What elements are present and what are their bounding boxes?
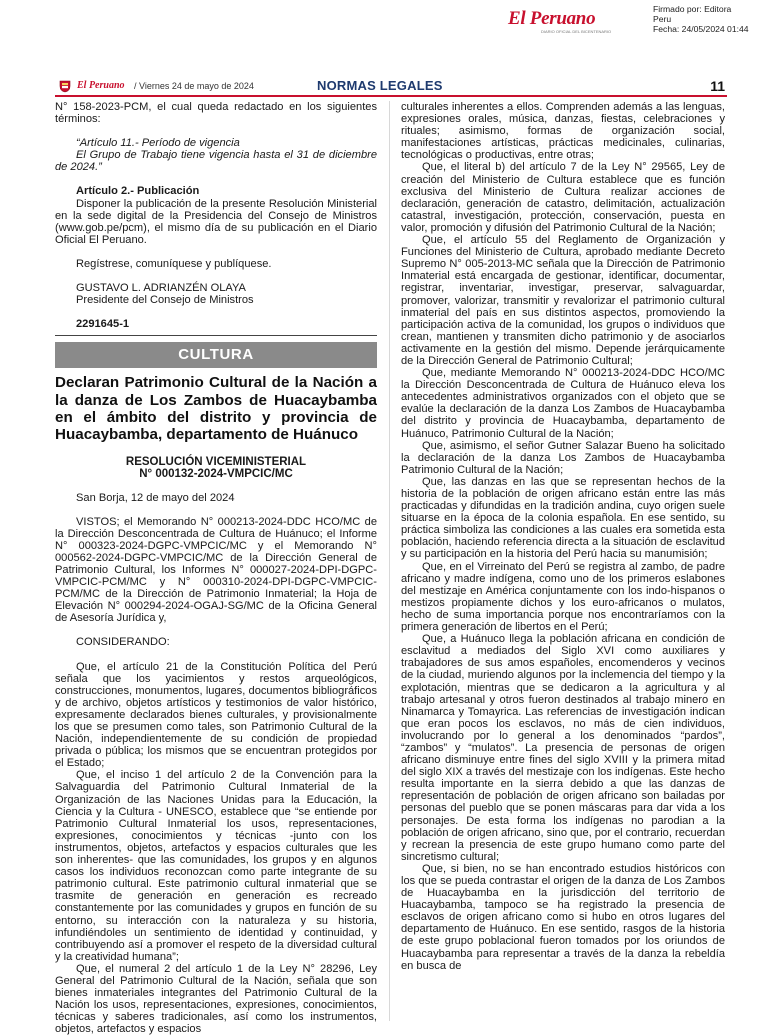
logo-tagline: DIARIO OFICIAL DEL BICENTENARIO: [541, 29, 612, 34]
digital-signature: [653, 4, 749, 34]
paragraph: Que, en el Virreinato del Perú se registra al zambo, de padre africano y madre indígena, como uno de los primeros eslabones del mestizaje en América conjuntamente con los indo-hispanos o mestizos propiamente dichos y los euro-africanos o mulatos, hecho de suma importancia porque nos encontraríamos con la primera generación de libertos en el Perú;: [401, 560, 725, 634]
left-column: [55, 101, 377, 1035]
header-paper-name: El Peruano: [77, 80, 125, 91]
paragraph: Que, asimismo, el señor Gutner Salazar Bueno ha solicitado la declaración de la danza Los Zambos de Huacaybamba Patrimonio Cultural de la Nación;: [401, 439, 725, 476]
paragraph: Que, a Huánuco llega la población africana en condición de esclavitud a mediados del Siglo XVI como auxiliares y trabajadores de sus amos españoles, encomenderos y vecinos de la ciudad, muriendo algunos por la inclemencia del tiempo y la explotación, mientras que se dedicaron a la agricultura y al trabajo artesanal y otros fueron destinados al trabajo minero en Ninamarca y Tomayrica. Las referencias de investigación indican que eran pocos los esclavos, no más de cien individuos, involucrando por lo general a los denominados “pardos”, “zambos” y “mulatos”. La presencia de personas de origen africano disminuye entre fines del siglo XVIII y la primera mitad del siglo XIX a través del mestizaje con los indígenas. Este hecho resulta importante en la sierra debido a que las danzas de representación de población de origen africano son bailadas por personas del pueblo que se ponen máscaras para dar vida a los personajes. De esta forma los indígenas no parodian a la población de origen africano, sino que, por el contrario, recuerdan y recrean la presencia de este grupo humano como parte del sincretismo cultural;: [401, 633, 725, 863]
signer-name: GUSTAVO L. ADRIANZÉN OLAYA: [76, 282, 246, 295]
paragraph: N° 158-2023-PCM, el cual queda redactado en los siguientes términos:: [55, 101, 377, 126]
signature-line: Fecha: 24/05/2024 01:44: [653, 24, 749, 34]
quoted-article-body: El Grupo de Trabajo tiene vigencia hasta el 31 de diciembre de 2024.”: [55, 149, 377, 174]
el-peruano-logo: El Peruano: [508, 8, 596, 29]
place-date: San Borja, 12 de mayo del 2024: [76, 491, 235, 504]
paragraph: Que, mediante Memorando N° 000213-2024-DDC HCO/MC la Dirección Desconcentrada de Cultura de Huánuco eleva los antecedentes administrativos organizados con el objeto que se evalúe la declaración de la danza Los Zambos de Huacaybamba del distrito y provincia de Huacaybamba, departamento de Huánuco, Patrimonio Cultural de la Nación;: [401, 367, 725, 440]
closing-formula: Regístrese, comuníquese y publíquese.: [76, 257, 272, 270]
vistos-paragraph: VISTOS; el Memorando N° 000213-2024-DDC HCO/MC de la Dirección Desconcentrada de Cultura de Huánuco; el Informe N° 000323-2024-DGPC-VMPCIC/MC y el Memorando N° 000562-2024-DGPC-VMPCIC/MC de la Dirección General de Patrimonio Cultural, los Informes N° 000027-2024-DPI-DGPC-VMPCIC-PCM/MC y N° 000310-2024-DPI-DGPC-VMPCIC-PCM/MC de la Dirección de Patrimonio Inmaterial; la Hoja de Elevación N° 000294-2024-OGAJ-SG/MC de la Oficina General de Asesoría Jurídica y,: [55, 515, 377, 625]
resolution-title: RESOLUCIÓN VICEMINISTERIAL: [125, 455, 307, 468]
paragraph: Que, si bien, no se han encontrado estudios históricos con los que se pueda contrastar el origen de la danza de Los Zambos de Huacaybamba en la jurisdicción del territorio de Huacaybamba, tampoco se ha registrado la presencia de esclavos de origen africano como si hubo en otros lugares del departamento de Huánuco. En ese sentido, rasgos de la historia de este grupo poblacional fueron tomados por los oriundos de Huacaybamba para representar a través de la danza la rebeldía en busca de: [401, 862, 725, 972]
signature-line: Firmado por: Editora: [653, 4, 732, 14]
paragraph: Que, el artículo 55 del Reglamento de Organización y Funciones del Ministerio de Cultura, aprobado mediante Decreto Supremo N° 005-2013-MC señala que la Dirección de Patrimonio Inmaterial está encargada de gestionar, identificar, documentar, registrar, inventariar, investigar, preservar, salvaguardar, promover, valorizar, transmitir y revalorizar el patrimonio cultural inmaterial del país en sus distintos aspectos, promoviendo la participación activa de la comunidad, los grupos o individuos que crean, mantienen y transmiten dicho patrimonio y de asociarlos activamente en la gestión del mismo. Depende jerárquicamente de la Dirección General de Patrimonio Cultural;: [401, 234, 725, 367]
page-number: 11: [710, 78, 725, 94]
paragraph: Que, el literal b) del artículo 7 de la Ley N° 29565, Ley de creación del Ministerio de Cultura establece que es función exclusiva del Ministerio de Cultura realizar acciones de declaración, generación de catastro, delimitación, actualización catastral, investigación, protección, conservación, puesta en valor, promoción y difusión del Patrimonio Cultural de la Nación;: [401, 161, 725, 234]
quoted-article-title: “Artículo 11.- Período de vigencia: [76, 137, 240, 150]
right-column: [401, 101, 725, 972]
paragraph: Que, las danzas en las que se representan hechos de la historia de la población de origen africano están entre las más practicadas y difundidas en la tradición andina, cuyo origen suele situarse en la época de la colonia española. En ese sentido, su práctica simboliza las condiciones a las cuales era sometida esta población, haciendo referencia directa a la situación de esclavitud y su participación en la historia del Perú hacia su manumisión;: [401, 475, 725, 561]
section-banner: CULTURA: [55, 342, 377, 368]
paragraph: Que, el inciso 1 del artículo 2 de la Convención para la Salvaguardia del Patrimonio Cultural Inmaterial de la Organización de las Naciones Unidas para la Educación, la Ciencia y la Cultura - UNESCO, establece que “se entiende por Patrimonio Cultural Inmaterial los usos, representaciones, expresiones, conocimientos y técnicas -junto con los instrumentos, objetos, artefactos y espacios culturales que les son inherentes- que las comunidades, los grupos y en algunos casos los individuos reconozcan como parte integrante de su patrimonio cultural. Este patrimonio cultural inmaterial que se trasmite de generación en generación es recreado constantemente por las comunidades y grupos en función de su entorno, su interacción con la naturaleza y su historia, infundiéndoles un sentimiento de identidad y continuidad, y contribuyendo así a promover el respeto de la diversidad cultural y la creatividad humana”;: [55, 769, 377, 963]
document-title: Declaran Patrimonio Cultural de la Nación a la danza de Los Zambos de Huacaybamba en el ámbito del distrito y provincia de Huacaybamba, departamento de Huánuco: [55, 374, 377, 444]
masthead: [0, 0, 768, 40]
paragraph: culturales inherentes a ellos. Comprenden además a las lenguas, expresiones orales, música, danzas, fiestas, celebraciones y rituales; asimismo, formas de organización social, manifestaciones artísticas, prácticas medicinales, culinarias, tecnológicas o productivas, entre otras;: [401, 101, 725, 162]
column-divider: [389, 101, 390, 1021]
coat-of-arms-icon: [58, 79, 72, 93]
publication-code: 2291645-1: [76, 318, 130, 331]
considerando-heading: CONSIDERANDO:: [76, 636, 170, 649]
article-title: Artículo 2.- Publicación: [76, 185, 200, 198]
resolution-number: N° 000132-2024-VMPCIC/MC: [139, 467, 293, 480]
signature-line: Peru: [653, 14, 672, 24]
paragraph: Disponer la publicación de la presente Resolución Ministerial en la sede digital de la Presidencia del Consejo de Ministros (www.gob.pe/pcm), el mismo día de su publicación en el Diario Oficial El Peruano.: [55, 197, 377, 246]
paragraph: Que, el artículo 21 de la Constitución Política del Perú señala que los yacimientos y restos arqueológicos, construcciones, monumentos, lugares, documentos bibliográficos y de archivo, objetos artísticos y testimonios de valor histórico, expresamente declarados bienes culturales, y provisionalmente los que se presumen como tales, son Patrimonio Cultural de la Nación, independientemente de su condición de propiedad privada o pública; los mismos que se encuentran protegidos por el Estado;: [55, 660, 377, 770]
page-header: [55, 78, 727, 95]
signer-role: Presidente del Consejo de Ministros: [76, 294, 254, 307]
header-section-title: NORMAS LEGALES: [317, 78, 443, 93]
header-date: / Viernes 24 de mayo de 2024: [134, 81, 254, 91]
paragraph: Que, el numeral 2 del artículo 1 de la Ley N° 28296, Ley General del Patrimonio Cultural de la Nación, señala que son bienes inmateriales integrantes del Patrimonio Cultural de la Nación los usos, representaciones, expresiones, conocimientos, técnicas y saberes tradicionales, así como los instrumentos, objetos, artefactos y espacios: [55, 962, 377, 1035]
header-rule: [55, 95, 727, 97]
